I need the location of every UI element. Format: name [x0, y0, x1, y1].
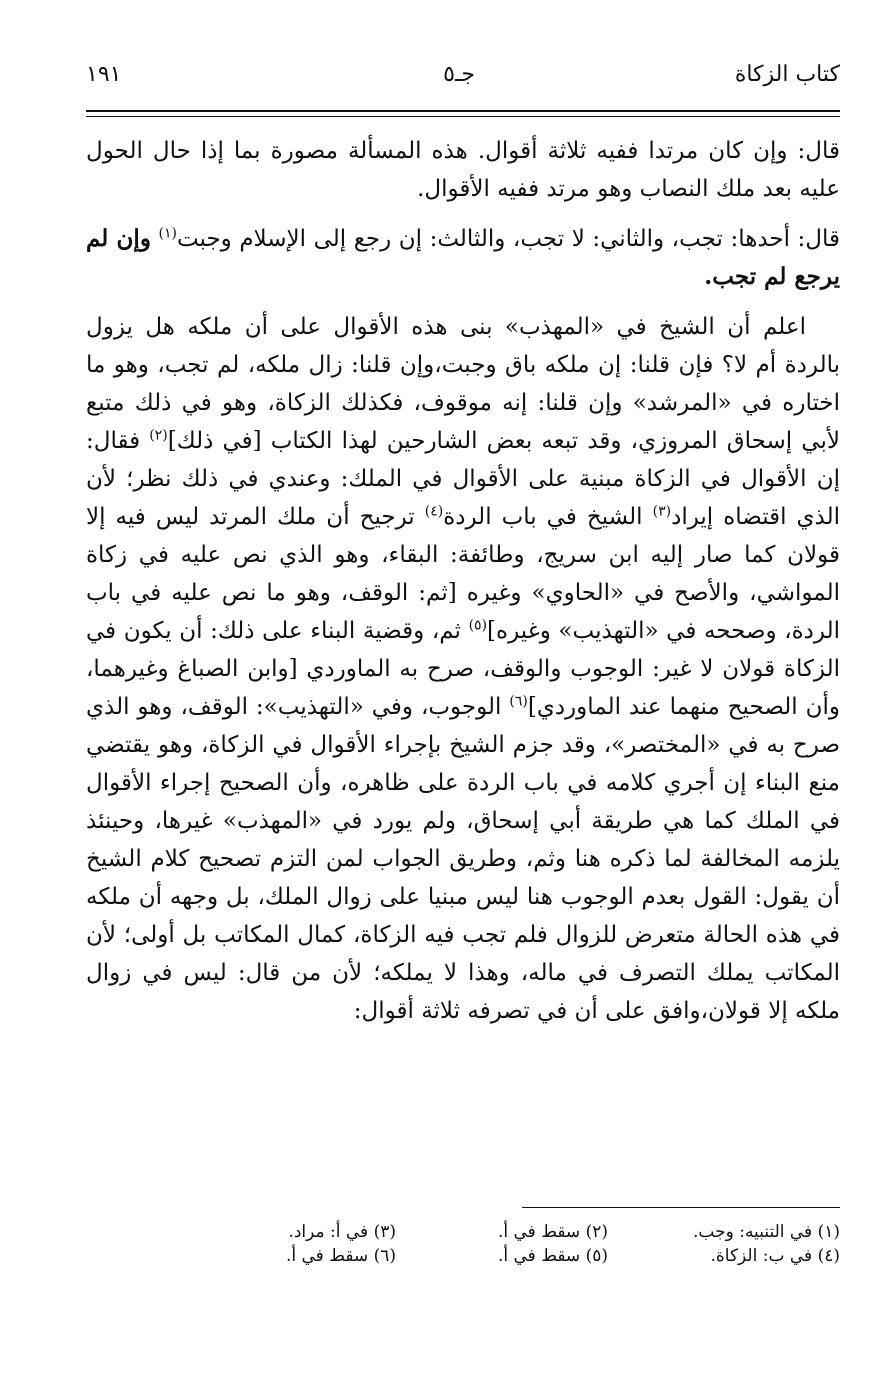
footnote-ref: (٥): [468, 617, 488, 634]
footnote: (٢) سقط في أ.: [497, 1222, 608, 1242]
footnote-ref: (٢): [149, 427, 168, 444]
footnote-rule: [522, 1207, 840, 1208]
footnote-ref: (٦): [509, 693, 528, 710]
running-header: [86, 58, 840, 98]
header-rule-thin: [86, 116, 840, 117]
footnote: (٣) في أ: مراد.: [288, 1222, 396, 1242]
footnote-ref: (٣): [652, 503, 672, 520]
paragraph: اعلم أن الشيخ في «المهذب» بنى هذه الأقوال على أن ملكه هل يزول بالردة أم لا؟ فإن قلنا: إن ملكه باق وجبت،وإن قلنا: زال ملكه، لم تجب، وهو ما اختاره في «المرشد» وإن قلنا: إنه موقوف، فكذلك الزكاة، وهو في ذلك متبع لأبي إسحاق المروزي، وقد تبعه بعض الشارحين لهذا الكتاب [في ذلك]$^{(٢)}$ فقال: إن الأقوال في الزكاة مبنية على الأقوال في الملك: وعندي في ذلك نظر؛ لأن الذي اقتضاه إيراد$^{(٣)}$ الشيخ في باب الردة$^{(٤)}$ ترجيح أن ملك المرتد ليس فيه إلا قولان كما صار إليه ابن سريج، وطائفة: البقاء، وهو الذي نص عليه في زكاة المواشي، والأصح في «الحاوي» وغيره [ثم: الوقف، وهو ما نص عليه في باب الردة، وصححه في «التهذيب» وغيره]$^{(٥)}$ ثم، وقضية البناء على ذلك: أن يكون في الزكاة قولان لا غير: الوجوب والوقف، صرح به الماوردي [وابن الصباغ وغيرهما، وأن الصحيح منهما عند الماوردي]$^{(٦)}$ الوجوب، وفي «التهذيب»: الوقف، وهو الذي صرح به في «المختصر»، وقد جزم الشيخ بإجراء الأقوال في الزكاة، وهو يقتضي منع البناء إن أجري كلامه في باب الردة على ظاهره، وأن الصحيح إجراء الأقوال في الملك كما هي طريقة أبي إسحاق، ولم يورد في «المهذب» غيرها، وحينئذ يلزمه المخالفة لما ذكره هنا وثم، وطريق الجواب لمن التزم تصحيح كلام الشيخ أن يقول: القول بعدم الوجوب هنا ليس مبنيا على زوال الملك، بل وجهه أن ملكه في هذه الحالة متعرض للزوال فلم تجب فيه الزكاة، كمال المكاتب بل أولى؛ لأن المكاتب يملك التصرف في ماله، وهذا لا يملكه؛ لأن من قال: ليس في زوال ملكه إلا قولان،وافق على أن في تصرفه ثلاثة أقوال:: [86, 314, 841, 1024]
volume-label: جـ٥: [443, 62, 475, 87]
header-rule-thick: [86, 110, 840, 112]
page-number: ١٩١: [86, 62, 122, 87]
footnote-row: [86, 1220, 840, 1244]
footnote: (٤) في ب: الزكاة.: [710, 1246, 840, 1266]
footnote-ref: (٤): [424, 503, 444, 520]
footnote-row: [86, 1244, 840, 1268]
footnote: (٦) سقط في أ.: [285, 1246, 396, 1266]
footnote: (٥) سقط في أ.: [497, 1246, 608, 1266]
book-title: كتاب الزكاة: [734, 62, 840, 87]
paragraph: قال: أحدها: تجب، والثاني: لا تجب، والثالث: إن رجع إلى الإسلام وجبت$^{(١)}$ وإن لم يرجع لم تجب.: [86, 225, 840, 290]
paragraph: قال: وإن كان مرتدا ففيه ثلاثة أقوال. هذه المسألة مصورة بما إذا حال الحول عليه بعد ملك النصاب وهو مرتد ففيه الأقوال.: [86, 138, 840, 202]
footnote: (١) في التنبيه: وجب.: [693, 1222, 840, 1242]
main-text: [86, 132, 840, 1036]
bold-text: وإن لم يرجع لم تجب.: [86, 225, 840, 290]
footnote-ref: (١): [158, 225, 177, 242]
footnotes: [86, 1220, 840, 1268]
